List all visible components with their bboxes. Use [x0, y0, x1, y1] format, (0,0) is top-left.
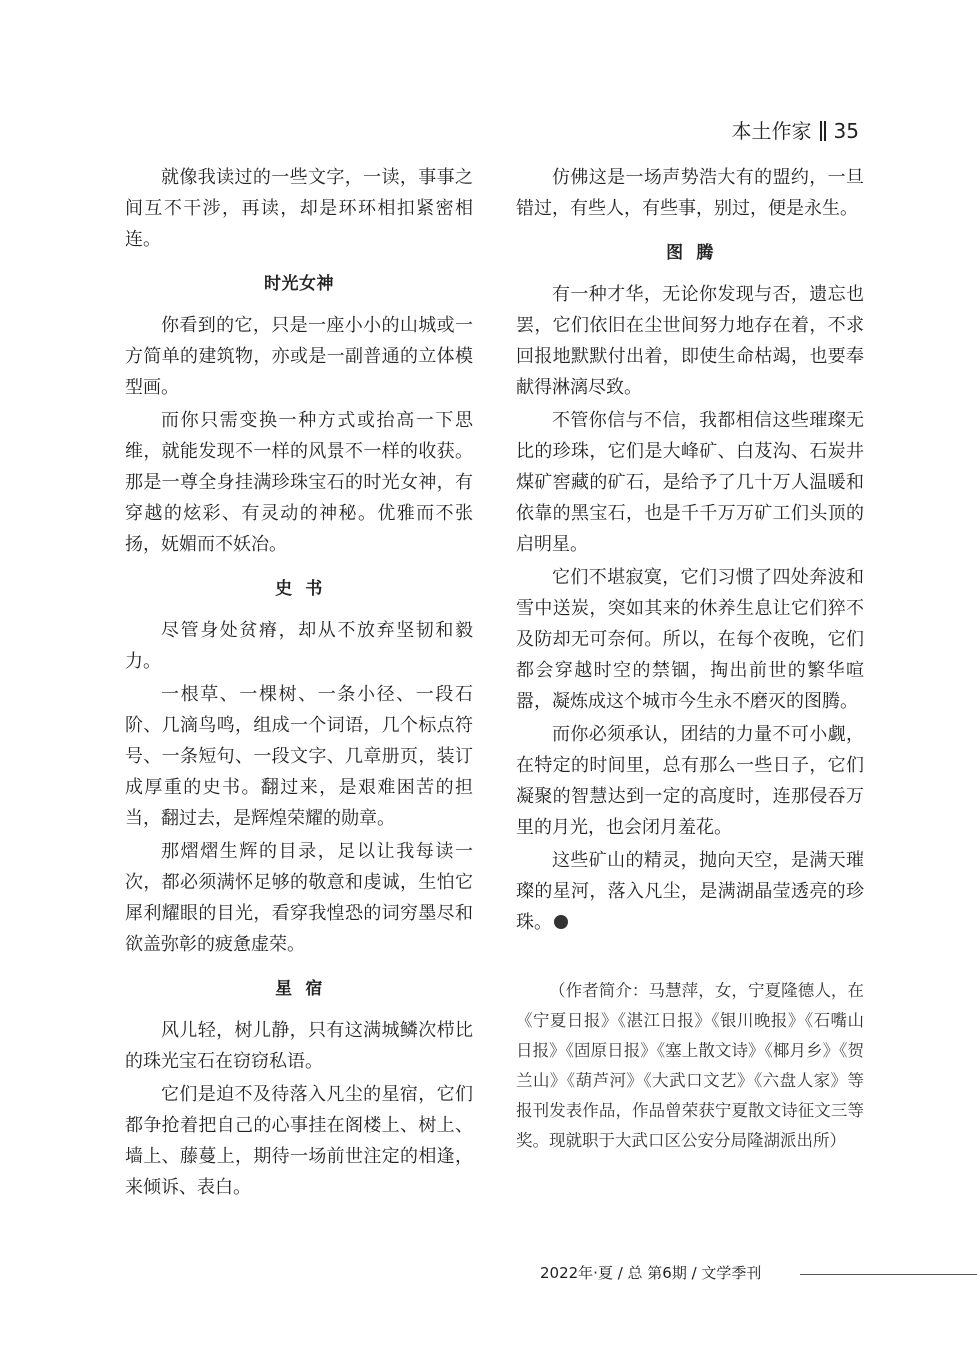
- right-column: [516, 162, 864, 1173]
- section-title-shishu: 史 书: [275, 579, 323, 599]
- section-name: 本土作家: [731, 119, 812, 143]
- paragraph: 而你只需变换一种方式或抬高一下思维，就能发现不一样的风景不一样的收获。那是一尊全身挂满珍珠宝石的时光女神，有穿越的炫彩、有灵动的神秘。优雅而不张扬，妩媚而不妖冶。: [125, 410, 473, 555]
- left-column: [125, 162, 473, 1205]
- page-number: 35: [833, 119, 859, 143]
- paragraph: 风儿轻，树儿静，只有这满城鳞次栉比的珠光宝石在窃窃私语。: [125, 1020, 473, 1072]
- paragraph: 不管你信与不信，我都相信这些璀璨无比的珍珠，它们是大峰矿、白芨沟、石炭井煤矿窖藏的矿石，是给予了几十万人温暖和依靠的黑宝石，也是千千万万矿工们头顶的启明星。: [516, 410, 864, 555]
- paragraph: 尽管身处贫瘠，却从不放弃坚韧和毅力。: [125, 620, 473, 672]
- intro-paragraph: 就像我读过的一些文字，一读，事事之间互不干涉，再读，却是环环相扣紧密相连。: [125, 167, 473, 250]
- intro-paragraph: 仿佛这是一场声势浩大有的盟约，一旦错过，有些人，有些事，别过，便是永生。: [516, 167, 864, 219]
- paragraph: 那熠熠生辉的目录，足以让我每读一次，都必须满怀足够的敬意和虔诚，生怕它犀利耀眼的目光，看穿我惶恐的词穷墨尽和欲盖弥彰的疲惫虚荣。: [125, 841, 473, 955]
- paragraph: 它们不堪寂寞，它们习惯了四处奔波和雪中送炭，突如其来的休养生息让它们猝不及防却无可奈何。所以，在每个夜晚，它们都会穿越时空的禁锢，掏出前世的繁华喧嚣，凝炼成这个城市今生永不磨灭的图腾。: [516, 567, 864, 712]
- footer-rule: [800, 1274, 977, 1275]
- section-title-shiguang: 时光女神: [264, 274, 334, 294]
- section-title-tuteng: 图 腾: [666, 243, 714, 263]
- final-paragraph-text: 这些矿山的精灵，抛向天空，是满天璀璨的星河，落入凡尘，是满湖晶莹透亮的珍珠。: [516, 850, 864, 933]
- paragraph: 而你必须承认，团结的力量不可小觑，在特定的时间里，总有那么一些日子，它们凝聚的智慧达到一定的高度时，连那侵吞万里的月光，也会闭月羞花。: [516, 724, 864, 838]
- paragraph: 一根草、一棵树、一条小径、一段石阶、几滴鸟鸣，组成一个词语，几个标点符号、一条短句、一段文字、几章册页，装订成厚重的史书。翻过来，是艰难困苦的担当，翻过去，是辉煌荣耀的勋章。: [125, 684, 473, 829]
- paragraph: 有一种才华，无论你发现与否，遗忘也罢，它们依旧在尘世间努力地存在着，不求回报地默默付出着，即使生命枯竭，也要奉献得淋漓尽致。: [516, 284, 864, 398]
- section-title-xingxiu: 星 宿: [275, 979, 323, 999]
- paragraph: 你看到的它，只是一座小小的山城或一方简单的建筑物，亦或是一副普通的立体模型画。: [125, 315, 473, 398]
- paragraph: 它们是迫不及待落入凡尘的星宿，它们都争抢着把自己的心事挂在阁楼上、树上、墙上、藤蔓上，期待一场前世注定的相逢，来倾诉、表白。: [125, 1084, 473, 1198]
- end-mark-icon: [554, 915, 568, 929]
- paragraph: [516, 845, 864, 938]
- header-separator: [820, 121, 826, 141]
- footer-issue-info: 2022年·夏 / 总 第6期 / 文学季刊: [540, 1264, 762, 1282]
- running-header: [732, 115, 859, 144]
- author-bio: （作者简介：马慧萍，女，宁夏隆德人，在《宁夏日报》《湛江日报》《银川晚报》《石嘴山日报》《固原日报》《塞上散文诗》《椰月乡》《贺兰山》《葫芦河》《大武口文艺》《六盘人家》等报刊发表作品，作品曾荣获宁夏散文诗征文三等奖。现就职于大武口区公安分局隆湖派出所）: [516, 981, 864, 1150]
